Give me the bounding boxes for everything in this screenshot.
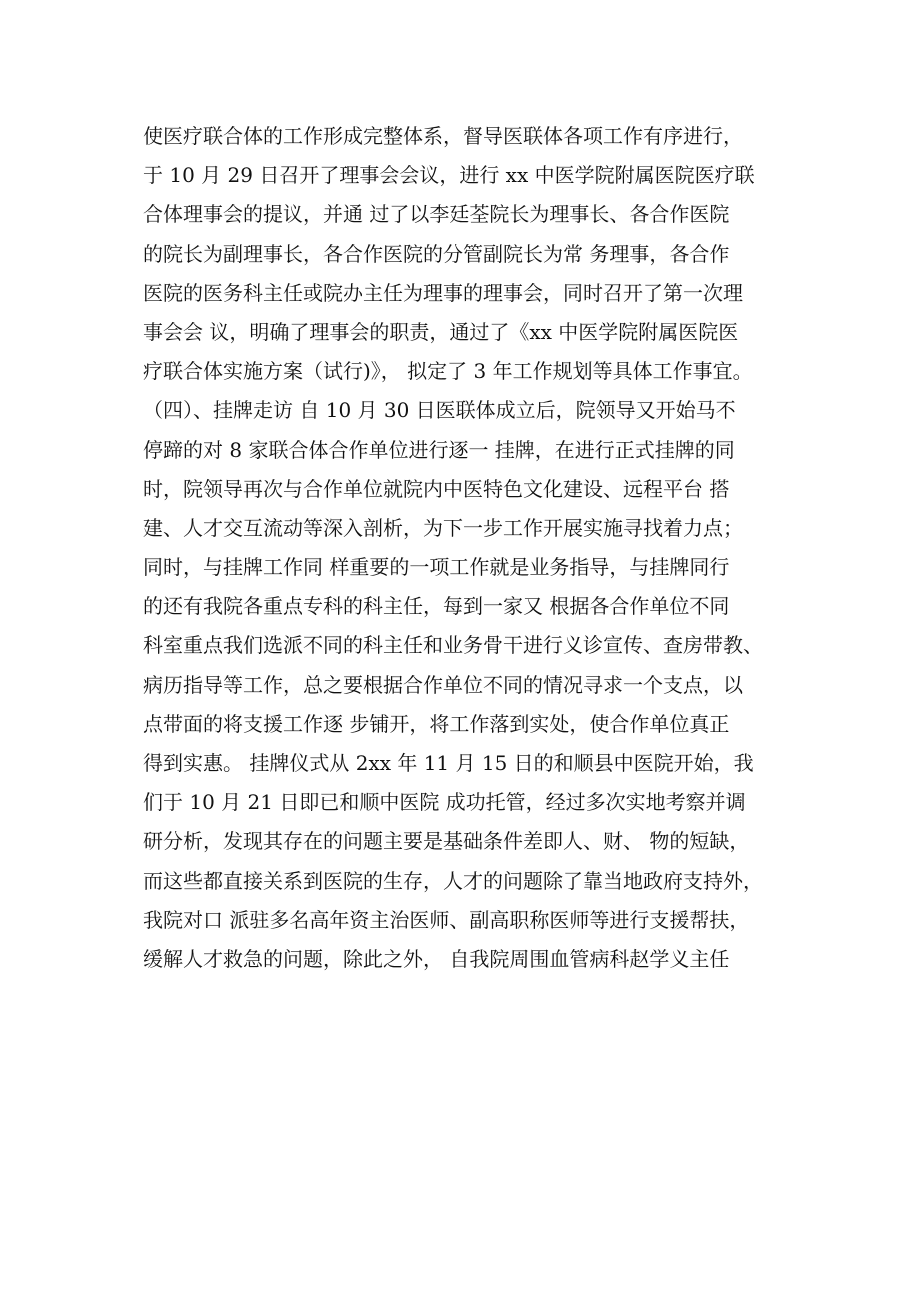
text-line: 科室重点我们选派不同的科主任和业务骨干进行义诊宣传、查房带教、 xyxy=(143,633,763,658)
text-line: 点带面的将支援工作逐 步铺开，将工作落到实处，使合作单位真正 xyxy=(143,711,730,736)
body-text xyxy=(143,117,783,979)
text-line: 合体理事会的提议，并通 过了以李廷荃院长为理事长、各合作医院 xyxy=(143,202,730,227)
text-line: 缓解人才救急的问题，除此之外， 自我院周围血管病科赵学义主任 xyxy=(143,946,730,971)
text-line: 们于 10 月 21 日即已和顺中医院 成功托管，经过多次实地考察并调 xyxy=(143,790,746,815)
text-line: 使医疗联合体的工作形成完整体系，督导医联体各项工作有序进行， xyxy=(143,124,743,148)
text-line: 于 10 月 29 日召开了理事会会议，进行 xx 中医学院附属医院医疗联 xyxy=(143,163,755,188)
text-line: 而这些都直接关系到医院的生存，人才的问题除了靠当地政府支持外， xyxy=(143,868,763,893)
text-line: （四）、挂牌走访 自 10 月 30 日医联体成立后，院领导又开始马不 xyxy=(143,398,736,423)
text-line: 的院长为副理事长，各合作医院的分管副院长为常 务理事，各合作 xyxy=(143,241,730,266)
text-line: 研分析，发现其存在的问题主要是基础条件差即人、财、 物的短缺， xyxy=(143,829,750,854)
text-line: 医院的医务科主任或院办主任为理事的理事会，同时召开了第一次理 xyxy=(143,280,743,305)
text-line: 事会会 议，明确了理事会的职责，通过了《xx 中医学院附属医院医 xyxy=(143,319,739,344)
text-line: 建、人才交互流动等深入剖析，为下一步工作开展实施寻找着力点； xyxy=(143,515,743,540)
text-line: 疗联合体实施方案（试行)》， 拟定了 3 年工作规划等具体工作事宜。 xyxy=(143,359,753,384)
text-line: 得到实惠。 挂牌仪式从 2xx 年 11 月 15 日的和顺县中医院开始，我 xyxy=(143,751,754,775)
text-line: 的还有我院各重点专科的科主任，每到一家又 根据各合作单位不同 xyxy=(143,594,730,619)
text-line: 时，院领导再次与合作单位就院内中医特色文化建设、远程平台 搭 xyxy=(143,476,730,501)
text-line: 同时，与挂牌工作同 样重要的一项工作就是业务指导，与挂牌同行 xyxy=(143,555,730,580)
text-line: 停蹄的对 8 家联合体合作单位进行逐一 挂牌，在进行正式挂牌的同 xyxy=(143,437,735,462)
text-line: 病历指导等工作，总之要根据合作单位不同的情况寻求一个支点，以 xyxy=(143,672,743,697)
text-line: 我院对口 派驻多名高年资主治医师、副高职称医师等进行支援帮扶， xyxy=(143,907,750,932)
